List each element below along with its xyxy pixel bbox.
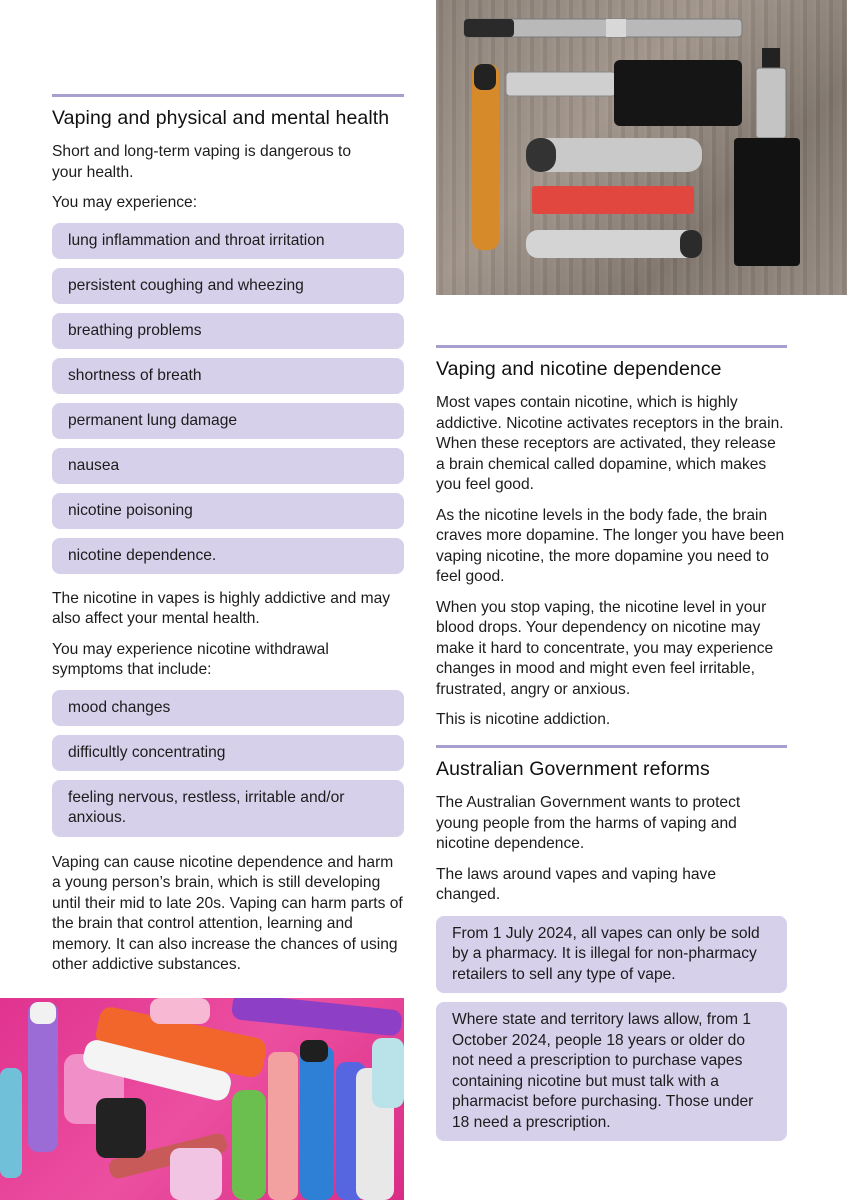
mental-health-paragraph: The nicotine in vapes is highly addictive and may also affect your mental health.	[52, 589, 391, 627]
section-heading: Australian Government reforms	[436, 758, 710, 780]
brain-development-paragraph: Vaping can cause nicotine dependence and harm a young person’s brain, which is still developing until their mid to late 20s. Vaping can harm parts of the brain that control attention, learning and memory. It can also increase the chances of using other addictive substances.	[52, 853, 403, 973]
nicotine-paragraph: As the nicotine levels in the body fade, the brain craves more dopamine. The longer you have been vaping nicotine, the more dopamine you need to feel good.	[436, 506, 785, 585]
symptom-item: difficultly concentrating	[52, 735, 404, 771]
nicotine-dependence-section	[436, 345, 787, 741]
section-heading: Vaping and nicotine dependence	[436, 358, 722, 380]
physical-mental-health-section	[52, 94, 404, 986]
effect-item: permanent lung damage	[52, 403, 404, 439]
section-divider	[436, 745, 787, 748]
effect-item: nausea	[52, 448, 404, 484]
reforms-paragraph: The laws around vapes and vaping have changed.	[436, 865, 717, 903]
nicotine-paragraph: When you stop vaping, the nicotine level in your blood drops. Your dependency on nicotine may make it hard to concentrate, you may experience changes in mood and might even feel irritable, frustrated, angry or anxious.	[436, 598, 774, 698]
effect-item: persistent coughing and wheezing	[52, 268, 404, 304]
nicotine-paragraph: Most vapes contain nicotine, which is highly addictive. Nicotine activates receptors in the brain. When these receptors are activated, they release a brain chemical called dopamine, which makes you feel good.	[436, 394, 784, 493]
reform-callout: From 1 July 2024, all vapes can only be sold by a pharmacy. It is illegal for non-pharmacy retailers to sell any type of vape.	[436, 916, 787, 994]
reform-callout: Where state and territory laws allow, from 1 October 2024, people 18 years or older do not need a prescription to purchase vapes containing nicotine but must talk with a pharmacist before purchasing. Those under 18 need a prescription.	[436, 1002, 787, 1141]
withdrawal-symptoms-list	[52, 690, 404, 837]
colorful-vapes-photo	[0, 998, 404, 1200]
effect-item: breathing problems	[52, 313, 404, 349]
effect-item: shortness of breath	[52, 358, 404, 394]
colorful-vapes-illustration	[0, 998, 404, 1200]
section-divider	[436, 345, 787, 348]
nicotine-paragraph: This is nicotine addiction.	[436, 711, 611, 728]
symptom-item: feeling nervous, restless, irritable and/or anxious.	[52, 780, 404, 837]
intro-prompt: You may experience:	[52, 194, 198, 211]
effect-item: nicotine dependence.	[52, 538, 404, 574]
reforms-paragraph: The Australian Government wants to protect young people from the harms of vaping and nicotine dependence.	[436, 794, 741, 852]
intro-paragraph: Short and long-term vaping is dangerous to your health.	[52, 143, 352, 181]
government-reforms-section	[436, 745, 787, 1150]
symptom-item: mood changes	[52, 690, 404, 726]
vape-devices-photo	[436, 0, 847, 295]
section-heading: Vaping and physical and mental health	[52, 107, 390, 129]
withdrawal-prompt: You may experience nicotine withdrawal symptoms that include:	[52, 640, 329, 678]
effect-item: lung inflammation and throat irritation	[52, 223, 404, 259]
effect-item: nicotine poisoning	[52, 493, 404, 529]
physical-effects-list	[52, 223, 404, 574]
vape-devices-illustration	[436, 0, 847, 295]
section-divider	[52, 94, 404, 97]
